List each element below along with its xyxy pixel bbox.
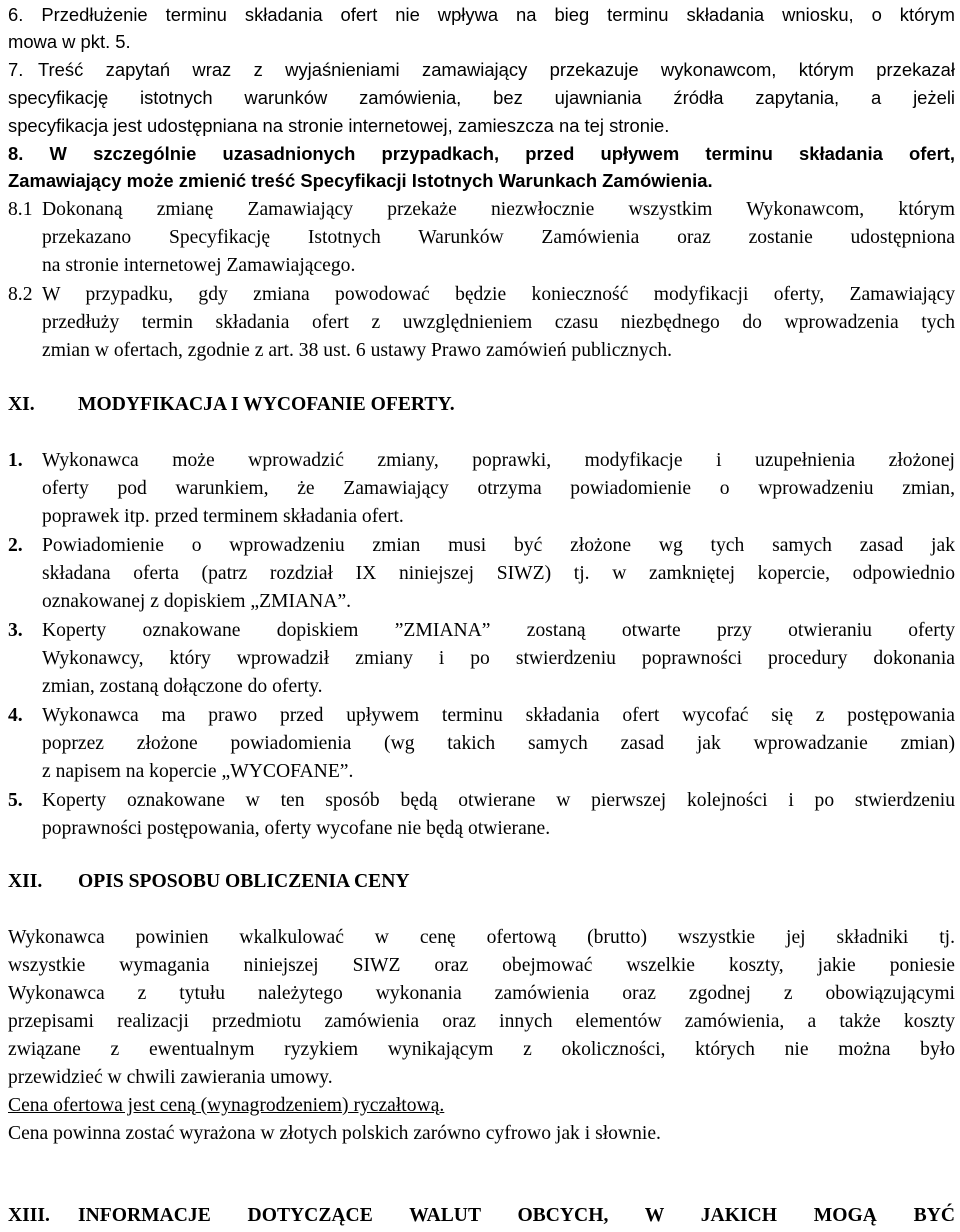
xi-point-4-line-1: Wykonawca ma prawo przed upływem terminu składania ofert wycofać się z postępowania (42, 705, 955, 726)
item-7-line-1: 7. Treść zapytań wraz z wyjaśnieniami zamawiający przekazuje wykonawcom, którym przekazał (8, 59, 955, 80)
section-xiii-number: XIII. (8, 1205, 50, 1226)
subitem-8-2-line-3: zmian w ofertach, zgodnie z art. 38 ust. 6 ustawy Prawo zamówień publicznych. (42, 340, 673, 361)
subitem-8-1-line-2: przekazano Specyfikację Istotnych Warunków Zamówienia oraz zostanie udostępniona (42, 227, 955, 248)
xi-point-5-line-1: Koperty oznakowane w ten sposób będą otwierane w pierwszej kolejności i po stwierdzeniu (42, 790, 955, 811)
item-6-line-2: mowa w pkt. 5. (8, 31, 131, 52)
item-7-line-2: specyfikację istotnych warunków zamówienia, bez ujawniania źródła zapytania, a jeżeli (8, 87, 955, 108)
xi-point-3-line-2: Wykonawcy, który wprowadził zmiany i po stwierdzeniu poprawności procedury dokonania (42, 648, 955, 669)
item-7-line-3: specyfikacja jest udostępniana na stronie internetowej, zamieszcza na tej stronie. (8, 115, 670, 136)
xi-point-1-line-2: oferty pod warunkiem, że Zamawiający otrzyma powiadomienie o wprowadzeniu zmian, (42, 478, 955, 499)
section-xi-number: XI. (8, 394, 35, 415)
xi-point-1-line-3: poprawek itp. przed terminem składania ofert. (42, 506, 404, 527)
xi-point-5-number: 5. (8, 790, 23, 811)
item-6-line-1: 6. Przedłużenie terminu składania ofert nie wpływa na bieg terminu składania wniosku, o którym (8, 4, 955, 25)
xii-paragraph-line-1: Wykonawca powinien wkalkulować w cenę ofertową (brutto) wszystkie jej składniki tj. (8, 927, 955, 948)
section-xi-title: MODYFIKACJA I WYCOFANIE OFERTY. (78, 394, 455, 415)
xii-paragraph-line-5: związane z ewentualnym ryzykiem wynikającym z okoliczności, których nie można było (8, 1039, 955, 1060)
xii-paragraph-line-6: przewidzieć w chwili zawierania umowy. (8, 1067, 333, 1088)
section-xii-number: XII. (8, 871, 43, 892)
xi-point-2-line-3: oznakowanej z dopiskiem „ZMIANA”. (42, 591, 352, 612)
xii-paragraph-line-4: przepisami realizacji przedmiotu zamówienia oraz innych elementów zamówienia, a także koszty (8, 1011, 955, 1032)
xi-point-4-line-3: z napisem na kopercie „WYCOFANE”. (42, 761, 354, 782)
xi-point-2-line-1: Powiadomienie o wprowadzeniu zmian musi być złożone wg tych samych zasad jak (42, 535, 955, 556)
subitem-8-1-number: 8.1 (8, 199, 33, 220)
xii-paragraph-line-2: wszystkie wymagania niniejszej SIWZ oraz obejmować wszelkie koszty, jakie poniesie (8, 955, 955, 976)
xi-point-2-number: 2. (8, 535, 23, 556)
item-8-line-2: Zamawiający może zmienić treść Specyfikacji Istotnych Warunkach Zamówienia. (8, 170, 713, 191)
xi-point-3-line-1: Koperty oznakowane dopiskiem ”ZMIANA” zostaną otwarte przy otwieraniu oferty (42, 620, 955, 641)
subitem-8-1-line-3: na stronie internetowej Zamawiającego. (42, 255, 356, 276)
xii-last-line: Cena powinna zostać wyrażona w złotych polskich zarówno cyfrowo jak i słownie. (8, 1123, 661, 1144)
item-8-line-1: 8. W szczególnie uzasadnionych przypadkach, przed upływem terminu składania ofert, (8, 143, 955, 164)
xi-point-1-number: 1. (8, 450, 23, 471)
xi-point-5-line-2: poprawności postępowania, oferty wycofane nie będą otwierane. (42, 818, 551, 839)
xii-underlined-line: Cena ofertowa jest ceną (wynagrodzeniem) ryczałtową. (8, 1095, 445, 1116)
subitem-8-1-line-1: Dokonaną zmianę Zamawiający przekaże niezwłocznie wszystkim Wykonawcom, którym (42, 199, 955, 220)
xi-point-4-number: 4. (8, 705, 23, 726)
xii-paragraph-line-3: Wykonawca z tytułu należytego wykonania zamówienia oraz zgodnej z obowiązującymi (8, 983, 955, 1004)
xi-point-3-line-3: zmian, zostaną dołączone do oferty. (42, 676, 323, 697)
xi-point-2-line-2: składana oferta (patrz rozdział IX niniejszej SIWZ) tj. w zamkniętej kopercie, odpowiednio (42, 563, 955, 584)
subitem-8-2-number: 8.2 (8, 284, 33, 305)
subitem-8-2-line-1: W przypadku, gdy zmiana powodować będzie konieczność modyfikacji oferty, Zamawiający (42, 284, 955, 305)
subitem-8-2-line-2: przedłuży termin składania ofert z uwzględnieniem czasu niezbędnego do wprowadzenia tych (42, 312, 955, 333)
xi-point-4-line-2: poprzez złożone powiadomienia (wg takich samych zasad jak wprowadzanie zmian) (42, 733, 955, 754)
xi-point-1-line-1: Wykonawca może wprowadzić zmiany, poprawki, modyfikacje i uzupełnienia złożonej (42, 450, 955, 471)
xi-point-3-number: 3. (8, 620, 23, 641)
section-xii-title: OPIS SPOSOBU OBLICZENIA CENY (78, 871, 410, 892)
section-xiii-title: INFORMACJE DOTYCZĄCE WALUT OBCYCH, W JAKICH MOGĄ BYĆ (78, 1205, 955, 1226)
